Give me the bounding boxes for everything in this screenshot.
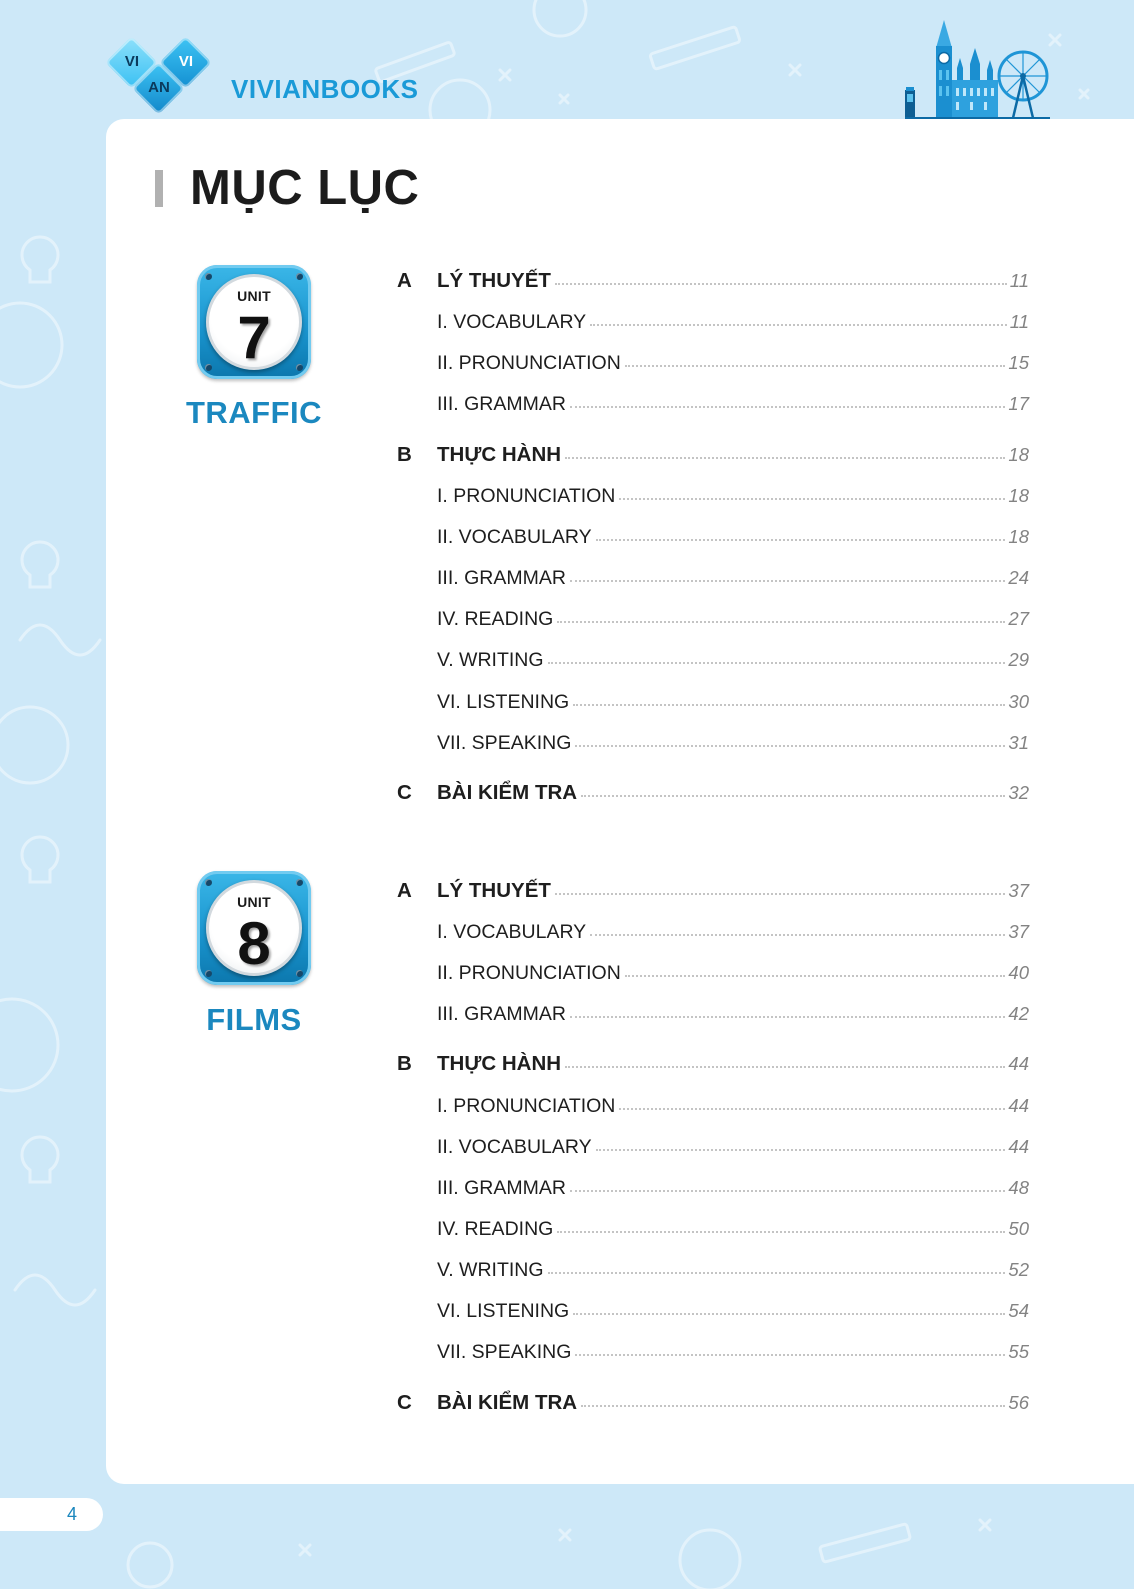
dot-leader: [548, 662, 1006, 664]
page-number: 18: [1008, 485, 1029, 507]
entry-title: III. GRAMMAR: [437, 1176, 566, 1199]
dot-leader: [596, 1149, 1006, 1151]
toc-section-header: [397, 870, 1029, 911]
toc-entry: [397, 516, 1029, 557]
section-letter: B: [397, 1052, 412, 1076]
toc-section-header: [397, 772, 1029, 813]
entry-title: V. WRITING: [437, 1258, 544, 1281]
section-title: THỰC HÀNH: [437, 442, 562, 466]
section-letter: B: [397, 442, 412, 466]
page-number: 15: [1008, 352, 1029, 374]
toc-entry: [397, 722, 1029, 763]
dot-leader: [625, 365, 1006, 367]
screw-icon: [296, 273, 303, 280]
toc-section-header: [397, 260, 1029, 301]
page-number: 44: [1008, 1135, 1029, 1157]
section-title: BÀI KIỂM TRA: [437, 1390, 578, 1414]
entry-title: II. PRONUNCIATION: [437, 961, 621, 984]
logo-text-bottom: AN: [148, 79, 170, 96]
dot-leader: [619, 1108, 1005, 1110]
toc-entry: [397, 475, 1029, 516]
page-number: 17: [1008, 393, 1029, 415]
toc-entry: [397, 598, 1029, 639]
unit-badge-icon: [197, 871, 311, 985]
section-letter: A: [397, 269, 412, 292]
entry-title: VII. SPEAKING: [437, 731, 572, 754]
toc-entry: [397, 1290, 1029, 1331]
entry-title: I. VOCABULARY: [437, 311, 587, 334]
dot-leader: [581, 795, 1005, 797]
dot-leader: [570, 580, 1006, 582]
page-number: 44: [1008, 1053, 1029, 1075]
toc-entry: [397, 557, 1029, 598]
unit-title: FILMS: [206, 1002, 302, 1037]
page-number: 48: [1008, 1176, 1029, 1198]
page-number: 27: [1008, 608, 1029, 630]
dot-leader: [625, 975, 1006, 977]
toc-entry: [397, 1331, 1029, 1372]
toc-entry: [397, 1249, 1029, 1290]
page-number: 44: [1008, 1094, 1029, 1116]
dot-leader: [570, 1190, 1006, 1192]
unit-8-contents: [397, 870, 1029, 1423]
dot-leader: [573, 704, 1005, 706]
dot-leader: [557, 621, 1005, 623]
entry-title: IV. READING: [437, 608, 554, 631]
dot-leader: [555, 893, 1006, 895]
dot-leader: [590, 934, 1005, 936]
page-number-label: 4: [66, 1504, 77, 1524]
logo-text-top-right: VI: [178, 53, 194, 70]
dot-leader: [570, 406, 1006, 408]
page-number: 31: [1008, 731, 1029, 753]
section-letter: C: [397, 1390, 412, 1414]
entry-title: II. VOCABULARY: [437, 526, 592, 549]
toc-entry: [397, 1085, 1029, 1126]
dot-leader: [573, 1313, 1005, 1315]
page-number: 42: [1008, 1002, 1029, 1024]
page-number: 50: [1008, 1217, 1029, 1239]
dot-leader: [581, 1405, 1005, 1407]
entry-title: VI. LISTENING: [437, 690, 570, 713]
brand-logo: [104, 34, 216, 116]
dot-leader: [596, 539, 1006, 541]
toc-entry: [397, 952, 1029, 993]
dot-leader: [575, 1354, 1005, 1356]
page-number: 54: [1008, 1300, 1029, 1322]
toc-section-header: [397, 1043, 1029, 1084]
dot-leader: [565, 1066, 1005, 1068]
toc-entry: [397, 1208, 1029, 1249]
entry-title: I. PRONUNCIATION: [437, 485, 616, 508]
title-accent-bar: [155, 170, 163, 207]
brand-name: VIVIANBOOKS: [231, 74, 419, 104]
toc-entry: [397, 681, 1029, 722]
dot-leader: [619, 498, 1005, 500]
dot-leader: [575, 745, 1005, 747]
unit-badge-icon: [197, 265, 311, 379]
dot-leader: [565, 457, 1005, 459]
entry-title: II. PRONUNCIATION: [437, 352, 621, 375]
page-number: 18: [1008, 443, 1029, 465]
unit-number: 8: [237, 910, 271, 977]
unit-title: TRAFFIC: [185, 395, 323, 430]
page-number: 11: [1009, 270, 1029, 291]
entry-title: I. VOCABULARY: [437, 920, 587, 943]
entry-title: III. GRAMMAR: [437, 393, 566, 416]
page-number: 56: [1008, 1391, 1029, 1413]
entry-title: III. GRAMMAR: [437, 567, 566, 590]
page-number: 32: [1008, 782, 1029, 804]
section-title: BÀI KIỂM TRA: [437, 781, 578, 805]
page-number: 18: [1008, 526, 1029, 548]
page-number: 11: [1009, 311, 1029, 333]
dot-leader: [548, 1272, 1006, 1274]
unit-number: 7: [237, 304, 271, 371]
page-number: 37: [1008, 920, 1029, 942]
toc-entry: [397, 383, 1029, 424]
section-title: LÝ THUYẾT: [437, 269, 551, 292]
section-title: LÝ THUYẾT: [437, 878, 551, 902]
toc-section-header: [397, 1382, 1029, 1423]
unit-7-contents: [397, 260, 1029, 813]
page-title: MỤC LỤC: [190, 161, 420, 215]
page-number: 29: [1008, 649, 1029, 671]
london-skyline-illustration: [905, 18, 1050, 120]
entry-title: II. VOCABULARY: [437, 1135, 592, 1158]
entry-title: IV. READING: [437, 1217, 554, 1240]
toc-entry: [397, 1167, 1029, 1208]
entry-title: VII. SPEAKING: [437, 1341, 572, 1364]
dot-leader: [555, 283, 1007, 285]
toc-section-header: [397, 434, 1029, 475]
toc-entry: [397, 1126, 1029, 1167]
page-number: 55: [1008, 1341, 1029, 1363]
page-number-tab: [0, 1498, 103, 1531]
dot-leader: [570, 1016, 1006, 1018]
section-letter: C: [397, 781, 412, 805]
toc-entry: [397, 639, 1029, 680]
unit-badge-label: UNIT: [237, 894, 271, 910]
entry-title: V. WRITING: [437, 649, 544, 672]
toc-entry: [397, 993, 1029, 1034]
page-number: 37: [1008, 879, 1029, 901]
screw-icon: [205, 879, 212, 886]
page-number: 40: [1008, 961, 1029, 983]
logo-text-top-left: VI: [124, 53, 140, 70]
toc-entry: [397, 342, 1029, 383]
unit-badge-label: UNIT: [237, 288, 271, 304]
dot-leader: [557, 1231, 1005, 1233]
unit-badge-circle: [206, 880, 302, 976]
screw-icon: [205, 273, 212, 280]
entry-title: I. PRONUNCIATION: [437, 1094, 616, 1117]
toc-entry: [397, 301, 1029, 342]
unit-badge-circle: [206, 274, 302, 370]
section-letter: A: [397, 878, 412, 902]
toc-entry: [397, 911, 1029, 952]
dot-leader: [590, 324, 1007, 326]
page-number: 30: [1008, 690, 1029, 712]
entry-title: III. GRAMMAR: [437, 1002, 566, 1025]
entry-title: VI. LISTENING: [437, 1300, 570, 1323]
screw-icon: [296, 879, 303, 886]
page-number: 52: [1008, 1258, 1029, 1280]
section-title: THỰC HÀNH: [437, 1052, 562, 1076]
page-number: 24: [1008, 567, 1029, 589]
